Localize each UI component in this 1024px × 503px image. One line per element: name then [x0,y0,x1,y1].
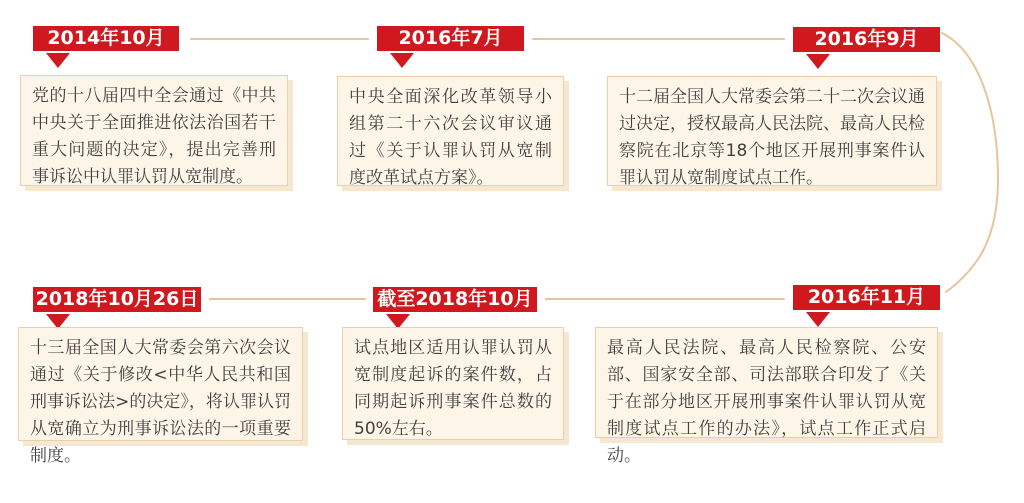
connector-line [532,38,785,40]
event-text: 最高人民法院、最高人民检察院、公安部、国家安全部、司法部联合印发了《关于在部分地区开展刑事案件认罪认罚从宽制度试点工作的办法》，试点工作正式启动。 [607,338,926,466]
curve-connector [930,18,1024,303]
event-card [595,327,938,466]
date-banner [373,287,537,312]
date-banner [793,27,940,52]
down-arrow-icon [390,53,414,68]
down-arrow-icon [806,54,830,69]
event-text: 十三届全国人大常委会第六次会议通过《关于修改<中华人民共和国刑事诉讼法>的决定》，将认罪认罚从宽确立为刑事诉讼法的一项重要制度。 [30,338,291,466]
date-banner [377,26,524,51]
event-card [20,75,288,186]
date-label: 2016年9月 [814,28,919,50]
date-label: 2016年7月 [398,27,503,49]
connector-line [209,298,366,300]
date-label: 2016年11月 [807,286,926,308]
event-text: 党的十八届四中全会通过《中共中央关于全面推进依法治国若干重大问题的决定》，提出完善刑事诉讼中认罪认罚从宽制度。 [32,86,276,187]
event-card [342,327,564,440]
event-text: 中央全面深化改革领导小组第二十六次会议审议通过《关于认罪认罚从宽制度改革试点方案》。 [349,87,552,188]
event-text: 试点地区适用认罪认罚从宽制度起诉的案件数，占同期起诉刑事案件总数的50%左右。 [354,338,552,439]
event-text: 十二届全国人大常委会第二十二次会议通过决定，授权最高人民法院、最高人民检察院在北京等18个地区开展刑事案件认罪认罚从宽制度试点工作。 [619,87,925,188]
date-banner [793,285,940,310]
date-label: 2014年10月 [47,27,165,49]
date-label: 2018年10月26日 [35,288,199,310]
connector-line [545,298,785,300]
event-card [337,76,564,186]
down-arrow-icon [806,312,830,327]
date-banner [33,26,179,51]
down-arrow-icon [46,53,70,68]
date-label: 截至2018年10月 [377,288,533,310]
connector-line [190,38,369,40]
date-banner [33,287,201,312]
event-card [18,327,303,466]
event-card [607,76,937,186]
